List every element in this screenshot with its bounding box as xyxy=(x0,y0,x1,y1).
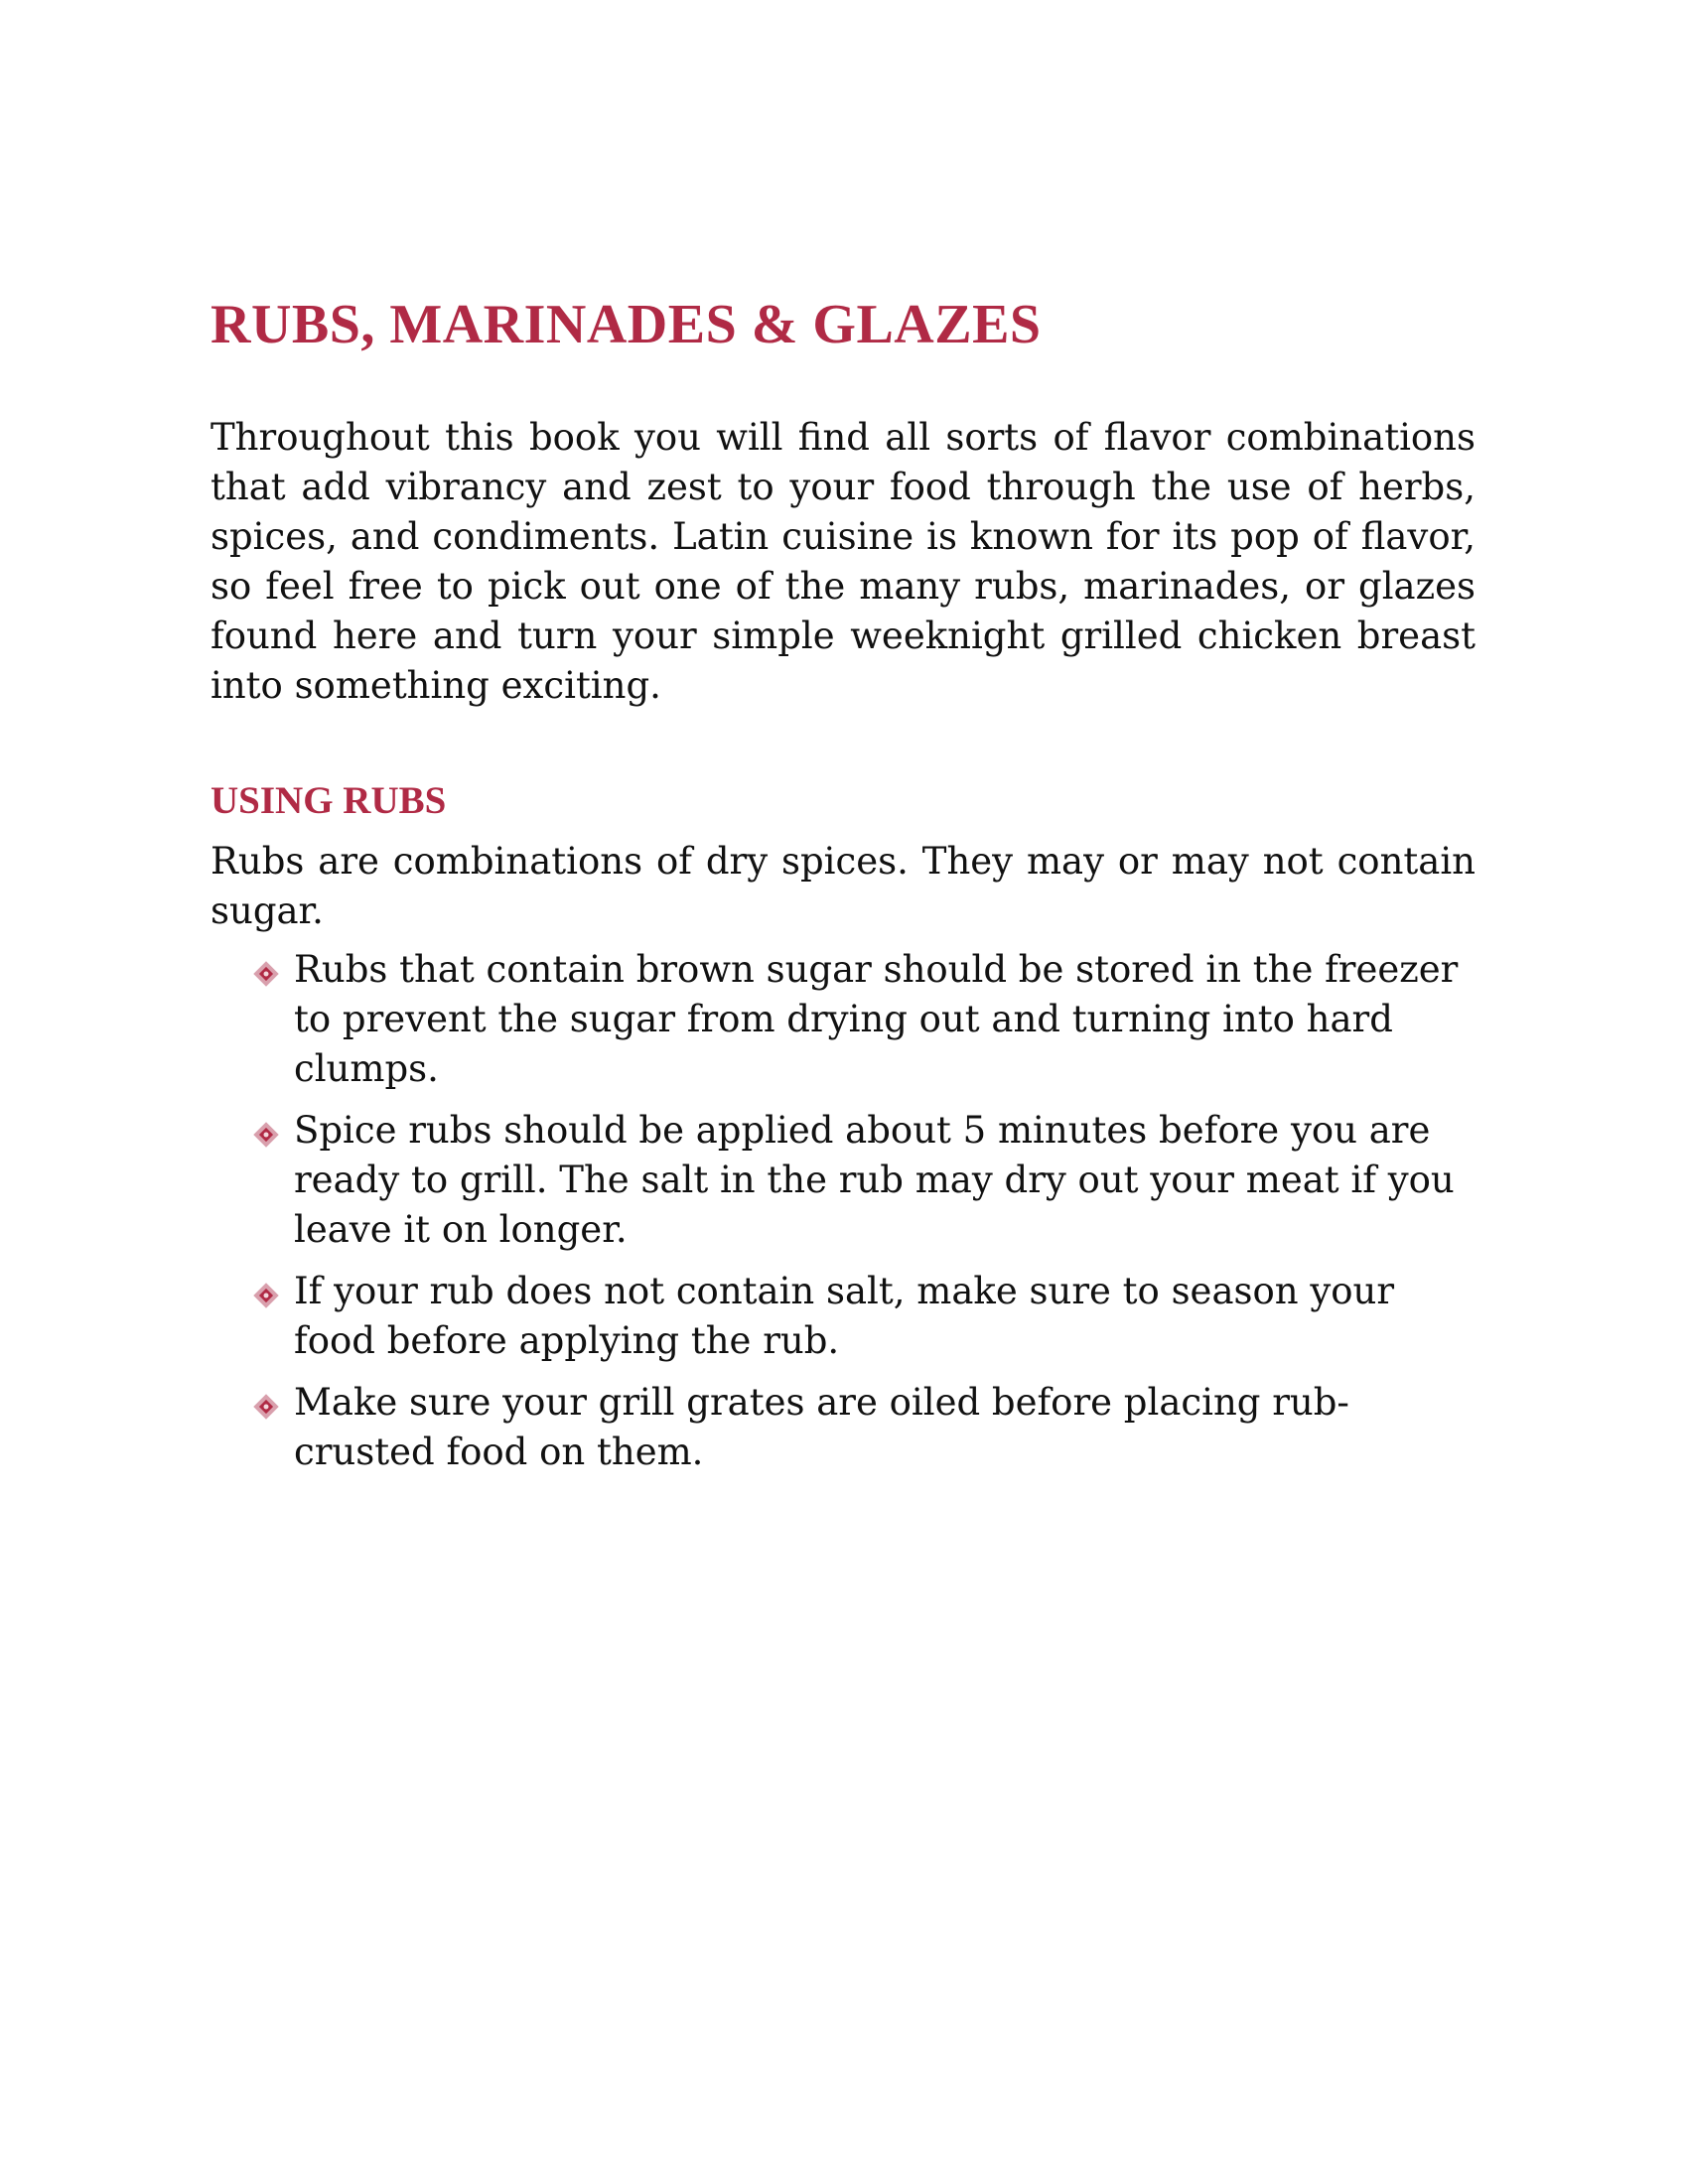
tip-text: Spice rubs should be applied about 5 minutes before you are ready to grill. The salt in the rub may dry out your meat if you leave it on longer. xyxy=(294,1109,1455,1251)
chapter-title: RUBS, MARINADES & GLAZES xyxy=(211,294,1042,355)
list-item xyxy=(252,1267,1483,1366)
section-intro-paragraph: Rubs are combinations of dry spices. They may or may not contain sugar. xyxy=(211,840,1476,932)
intro-paragraph: Throughout this book you will find all sorts of flavor combinations that add vibrancy and zest to your food through the use of herbs, spices, and condiments. Latin cuisine is known for its pop of flavor, so feel free to pick out one of the many rubs, marinades, or glazes found here and turn your simple weeknight grilled chicken breast into something exciting. xyxy=(211,416,1476,707)
tips-list xyxy=(252,945,1483,1489)
section-heading: USING RUBS xyxy=(211,779,447,822)
list-item xyxy=(252,1378,1483,1477)
tip-text: Rubs that contain brown sugar should be stored in the freezer to prevent the sugar from drying out and turning into hard clumps. xyxy=(294,948,1459,1090)
list-item xyxy=(252,945,1483,1094)
ornamental-diamond-icon xyxy=(252,1393,280,1421)
ornamental-diamond-icon xyxy=(252,1121,280,1149)
tip-text: If your rub does not contain salt, make sure to season your food before applying the rub. xyxy=(294,1270,1395,1362)
ornamental-diamond-icon xyxy=(252,960,280,988)
tip-text: Make sure your grill grates are oiled before placing rub-crusted food on them. xyxy=(294,1381,1349,1473)
ornamental-diamond-icon xyxy=(252,1282,280,1309)
list-item xyxy=(252,1106,1483,1255)
